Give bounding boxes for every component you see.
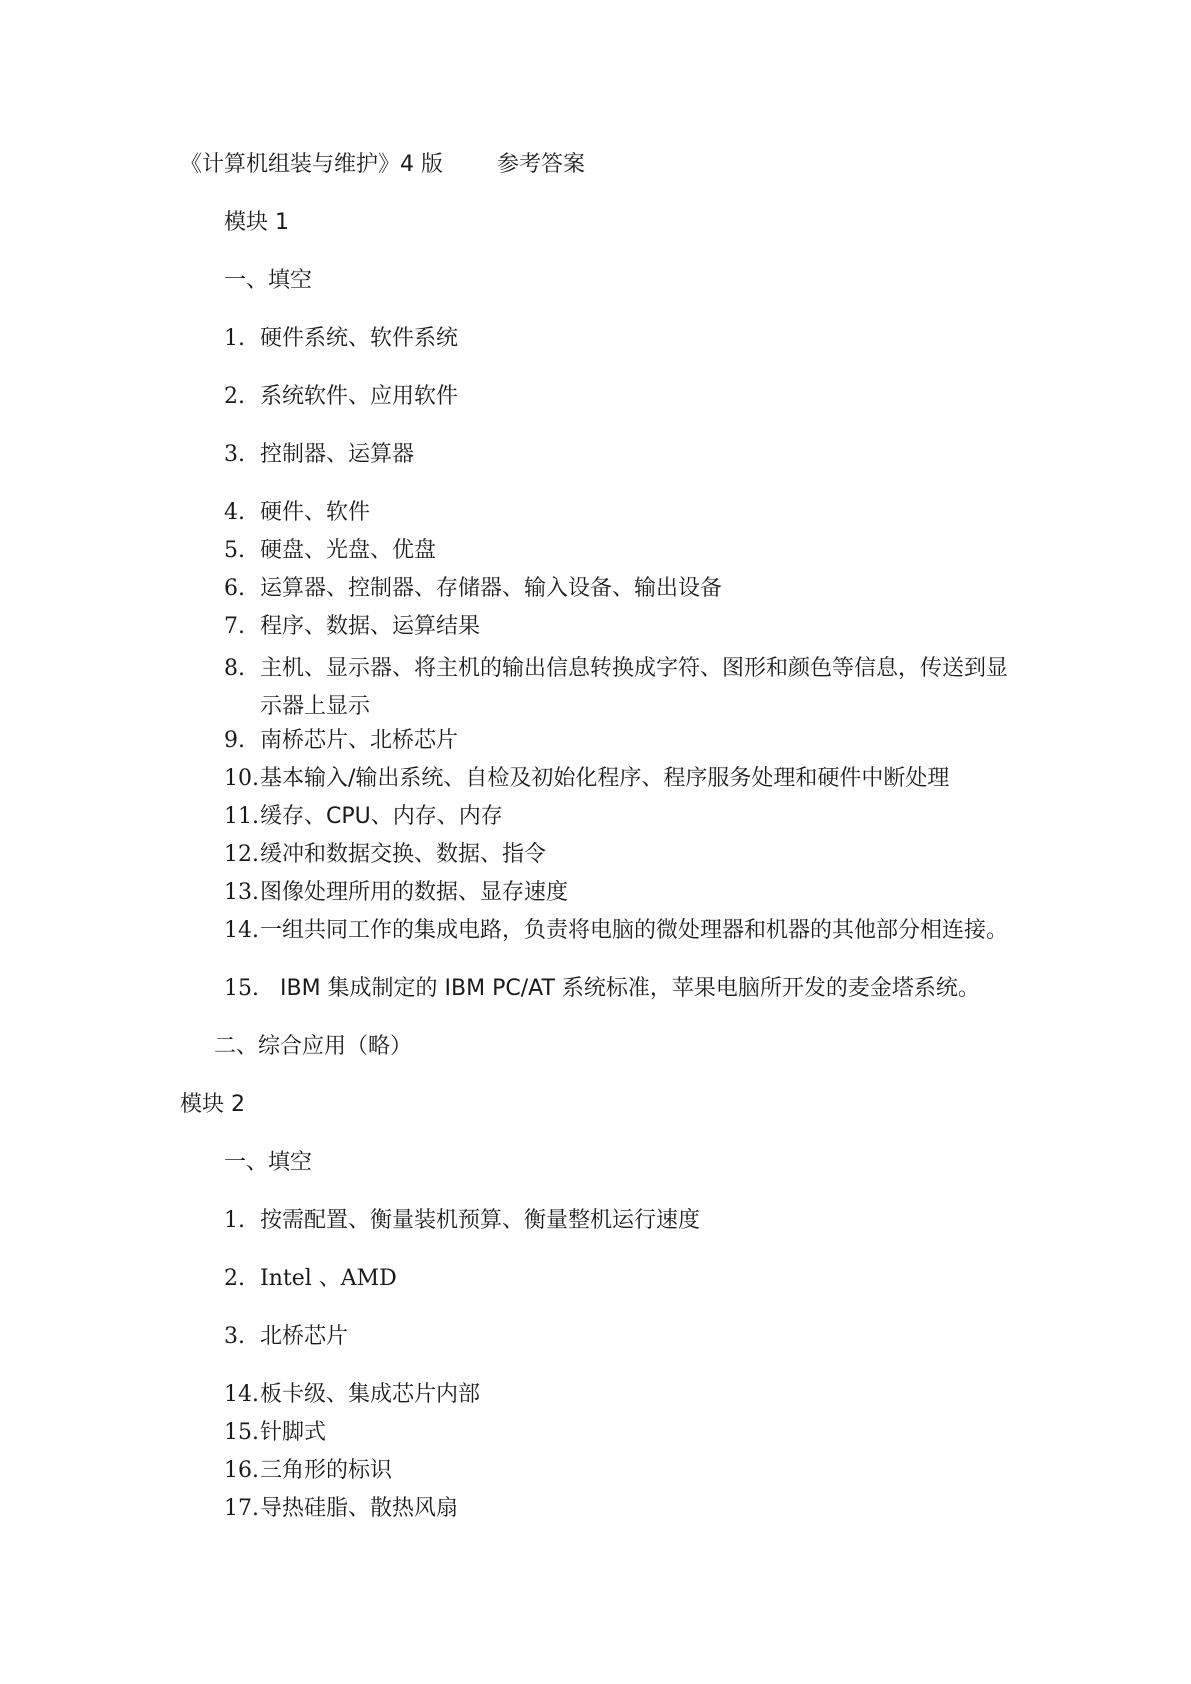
list-item: [224, 802, 1044, 832]
item-number: 4.: [224, 500, 245, 525]
item-text: 硬盘、光盘、优盘: [260, 538, 437, 563]
item-number: 15.: [224, 976, 259, 1001]
list-item: [224, 1206, 1044, 1236]
list-item: [224, 840, 1044, 870]
list-item: [224, 498, 1044, 528]
item-number: 1.: [224, 1208, 245, 1233]
item-number: 5.: [224, 538, 245, 563]
item-number: 15.: [224, 1420, 259, 1445]
list-item: [224, 764, 1044, 794]
item-number: 13.: [224, 880, 259, 905]
item-number: 6.: [224, 576, 245, 601]
item-number: 3.: [224, 1324, 245, 1349]
item-number: 1.: [224, 326, 245, 351]
item-number: 14.: [224, 1382, 259, 1407]
item-number: 2.: [224, 1266, 245, 1291]
module1-section-application: 二、综合应用（略）: [214, 1034, 413, 1059]
title-right: 参考答案: [497, 152, 586, 177]
item-text: 一组共同工作的集成电路，负责将电脑的微处理器和机器的其他部分相连接。: [260, 918, 1009, 943]
item-text: 硬件系统、软件系统: [260, 326, 459, 351]
module2-heading: 模块 2: [180, 1092, 245, 1117]
list-item: [224, 878, 1044, 908]
list-item: [224, 574, 1044, 604]
item-text: 三角形的标识: [260, 1458, 393, 1483]
item-text: 导热硅脂、散热风扇: [260, 1496, 459, 1521]
item-number: 3.: [224, 442, 245, 467]
item-number: 12.: [224, 842, 259, 867]
list-item: [224, 916, 1044, 946]
list-item: [224, 726, 1044, 756]
list-item: [224, 324, 1044, 354]
item-text: 按需配置、衡量装机预算、衡量整机运行速度: [260, 1208, 701, 1233]
list-item: [224, 974, 1044, 1004]
module2-section-fill: 一、填空: [224, 1150, 313, 1175]
document-subtitle: [497, 150, 585, 180]
list-item: [224, 1322, 1044, 1352]
item-number: 7.: [224, 614, 245, 639]
item-number: 16.: [224, 1458, 259, 1483]
item-number: 2.: [224, 384, 245, 409]
item-text: 硬件、软件: [260, 500, 371, 525]
list-item: [224, 1456, 1044, 1486]
item-text: 基本输入/输出系统、自检及初始化程序、程序服务处理和硬件中断处理: [260, 766, 950, 791]
document-title: [180, 150, 443, 180]
list-item: [224, 440, 1044, 470]
item-number: 11.: [224, 804, 259, 829]
item-text: 南桥芯片、北桥芯片: [260, 728, 459, 753]
item-text: 板卡级、集成芯片内部: [260, 1382, 481, 1407]
list-item: [224, 536, 1044, 566]
item-text: 北桥芯片: [260, 1324, 349, 1349]
item-number: 17.: [224, 1496, 259, 1521]
item-text: 控制器、运算器: [260, 442, 415, 467]
item-text: 缓存、CPU、内存、内存: [260, 804, 503, 829]
item-text: 针脚式: [260, 1420, 327, 1445]
item-text: 图像处理所用的数据、显存速度: [260, 880, 569, 905]
list-item: [224, 1380, 1044, 1410]
title-left: 《计算机组装与维护》4 版: [180, 152, 443, 177]
module1-section-fill: 一、填空: [224, 268, 313, 293]
item-number: 8.: [224, 656, 245, 681]
list-item: [224, 612, 1044, 642]
item-text: 系统软件、应用软件: [260, 384, 459, 409]
item-number: 14.: [224, 918, 259, 943]
list-item: [224, 382, 1044, 412]
item-number: 9.: [224, 728, 245, 753]
item-text: 主机、显示器、将主机的输出信息转换成字符、图形和颜色等信息，传送到显示器上显示: [260, 656, 1009, 719]
list-item: [224, 1264, 1044, 1294]
item-text: IBM 集成制定的 IBM PC/AT 系统标准，苹果电脑所开发的麦金塔系统。: [280, 976, 980, 1001]
item-text: 程序、数据、运算结果: [260, 614, 481, 639]
item-number: 10.: [224, 766, 259, 791]
item-text: 缓冲和数据交换、数据、指令: [260, 842, 547, 867]
item-text: 运算器、控制器、存储器、输入设备、输出设备: [260, 576, 723, 601]
list-item: [224, 1418, 1044, 1448]
module1-heading: 模块 1: [224, 210, 289, 235]
item-text: Intel 、AMD: [260, 1266, 397, 1291]
list-item: [224, 650, 1044, 726]
list-item: [224, 1494, 1044, 1524]
